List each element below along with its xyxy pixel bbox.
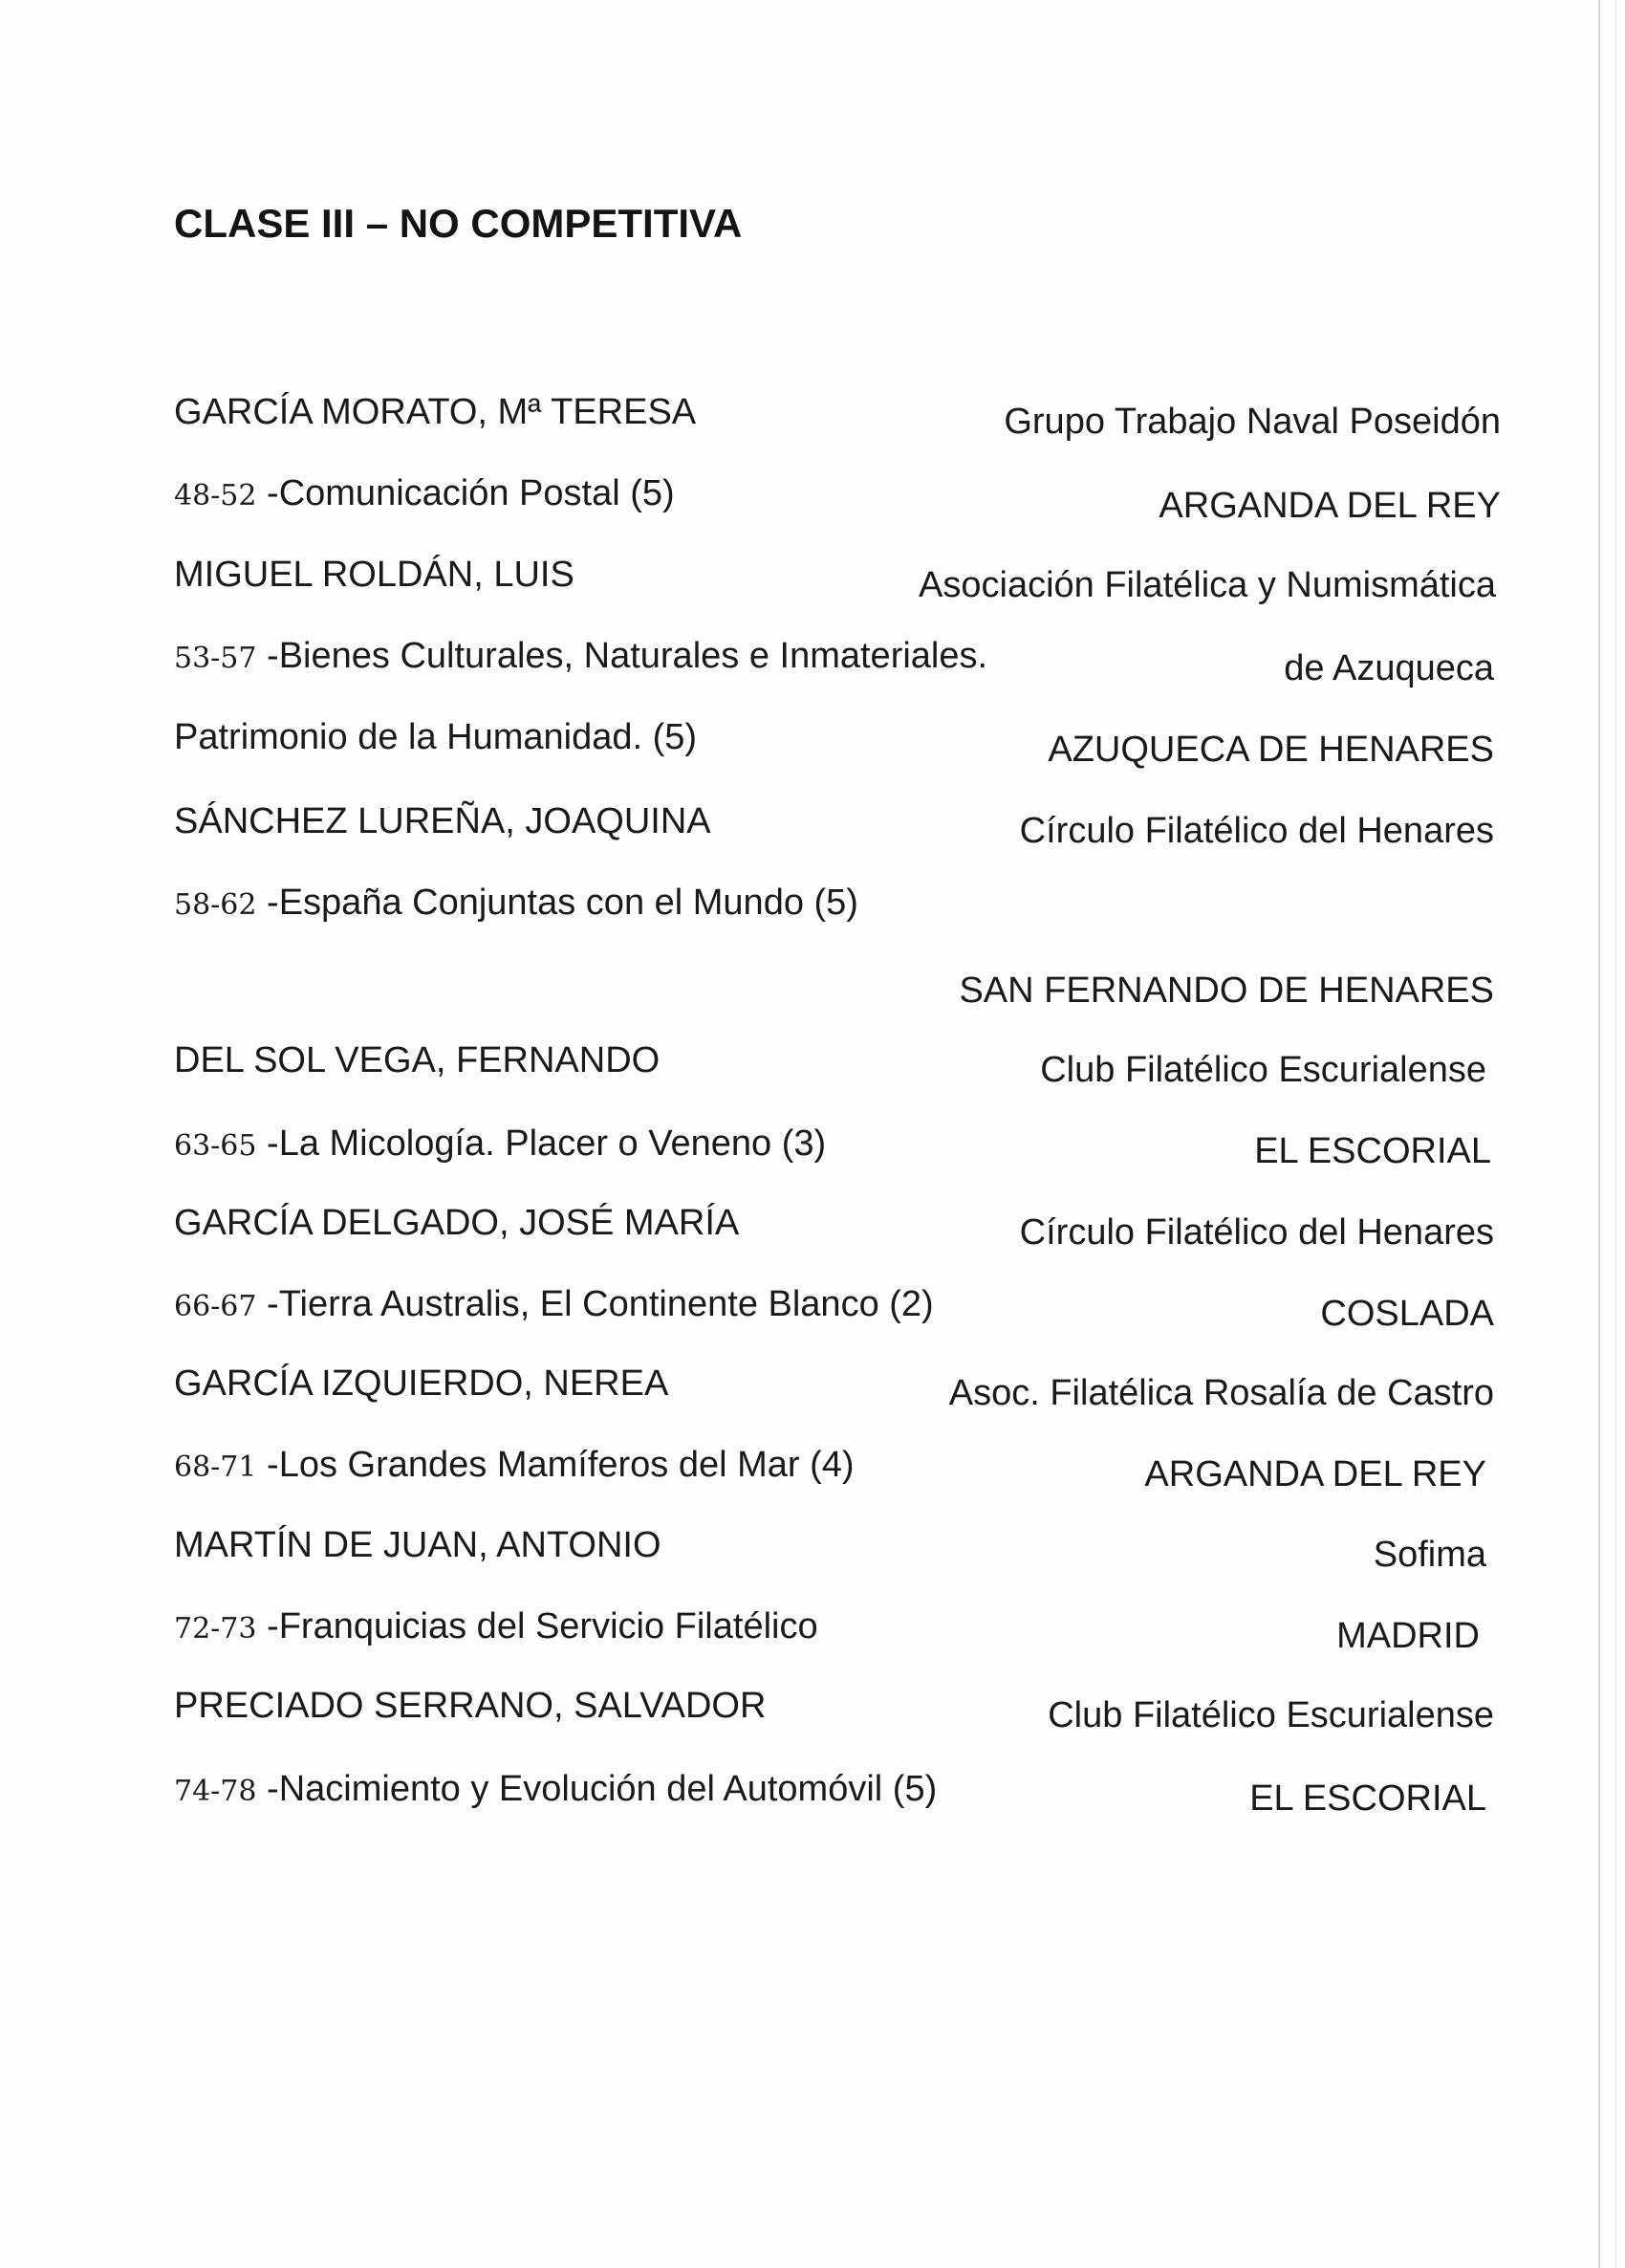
- page-edge: [1598, 0, 1600, 2268]
- exhibitor-club: Club Filatélico Escurialense: [1048, 1695, 1494, 1735]
- exhibit-title: -Nacimiento y Evolución del Automóvil (5): [267, 1769, 938, 1809]
- exhibitor-club: Círculo Filatélico del Henares: [1019, 1212, 1494, 1253]
- exhibit-line: [174, 638, 987, 674]
- exhibit-line: [174, 884, 858, 921]
- exhibit-title: -España Conjuntas con el Mundo (5): [267, 883, 858, 923]
- exhibit-title: -Tierra Australis, El Continente Blanco (2): [267, 1284, 934, 1324]
- exhibitor-name: MARTÍN DE JUAN, ANTONIO: [174, 1525, 661, 1565]
- exhibitor-name: SÁNCHEZ LUREÑA, JOAQUINA: [174, 801, 711, 841]
- exhibitor-club: Asoc. Filatélica Rosalía de Castro: [948, 1373, 1494, 1413]
- exhibitor-city: AZUQUECA DE HENARES: [1048, 730, 1494, 770]
- exhibit-title: -Comunicación Postal (5): [267, 473, 675, 513]
- exhibit-line: [174, 1286, 934, 1322]
- exhibitor-name: MIGUEL ROLDÁN, LUIS: [174, 555, 574, 595]
- exhibitor-name: PRECIADO SERRANO, SALVADOR: [174, 1686, 767, 1726]
- exhibit-frame-numbers: 72-73: [174, 1612, 257, 1646]
- exhibit-line: [174, 475, 675, 512]
- exhibitor-city: ARGANDA DEL REY: [1159, 486, 1501, 526]
- exhibitor-city: COSLADA: [1320, 1294, 1494, 1334]
- exhibitor-city: EL ESCORIAL: [1249, 1778, 1486, 1819]
- exhibit-frame-numbers: 74-78: [174, 1775, 257, 1808]
- exhibitor-club: Círculo Filatélico del Henares: [1019, 811, 1494, 851]
- exhibitor-name: GARCÍA IZQUIERDO, NEREA: [174, 1363, 669, 1404]
- exhibit-frame-numbers: 63-65: [174, 1129, 257, 1163]
- exhibit-line: [174, 1608, 818, 1645]
- exhibit-title: -La Micología. Placer o Veneno (3): [267, 1123, 827, 1164]
- exhibitor-club: Club Filatélico Escurialense: [1040, 1050, 1486, 1090]
- exhibit-title: -Franquicias del Servicio Filatélico: [267, 1606, 818, 1646]
- exhibitor-city: MADRID: [1336, 1616, 1480, 1656]
- exhibit-title: -Bienes Culturales, Naturales e Inmateriales.: [267, 636, 988, 676]
- exhibit-line: [174, 1125, 826, 1162]
- exhibitor-club: Asociación Filatélica y Numismática: [919, 565, 1496, 605]
- exhibitor-city: EL ESCORIAL: [1254, 1131, 1491, 1171]
- exhibitor-club: Sofima: [1373, 1535, 1486, 1575]
- section-title: CLASE III – NO COMPETITIVA: [174, 201, 743, 246]
- exhibit-title: -Los Grandes Mamíferos del Mar (4): [267, 1445, 855, 1485]
- exhibit-frame-numbers: 48-52: [174, 479, 257, 512]
- exhibitor-club: Grupo Trabajo Naval Poseidón: [1004, 402, 1501, 442]
- exhibitor-name: DEL SOL VEGA, FERNANDO: [174, 1040, 661, 1080]
- exhibit-frame-numbers: 66-67: [174, 1290, 257, 1323]
- exhibit-frame-numbers: 68-71: [174, 1450, 257, 1484]
- exhibit-frame-numbers: 58-62: [174, 888, 257, 922]
- exhibitor-name: GARCÍA DELGADO, JOSÉ MARÍA: [174, 1203, 740, 1243]
- exhibit-line: [174, 1771, 937, 1807]
- exhibit-frame-numbers: 53-57: [174, 642, 257, 675]
- page-edge: [1615, 0, 1616, 2268]
- exhibitor-name: GARCÍA MORATO, Mª TERESA: [174, 392, 697, 432]
- exhibitor-city: ARGANDA DEL REY: [1144, 1454, 1486, 1494]
- exhibitor-city: SAN FERNANDO DE HENARES: [959, 970, 1494, 1011]
- exhibitor-club-continued: de Azuqueca: [1284, 648, 1494, 688]
- exhibit-title-continued: Patrimonio de la Humanidad. (5): [174, 717, 698, 757]
- exhibit-line: [174, 1447, 855, 1483]
